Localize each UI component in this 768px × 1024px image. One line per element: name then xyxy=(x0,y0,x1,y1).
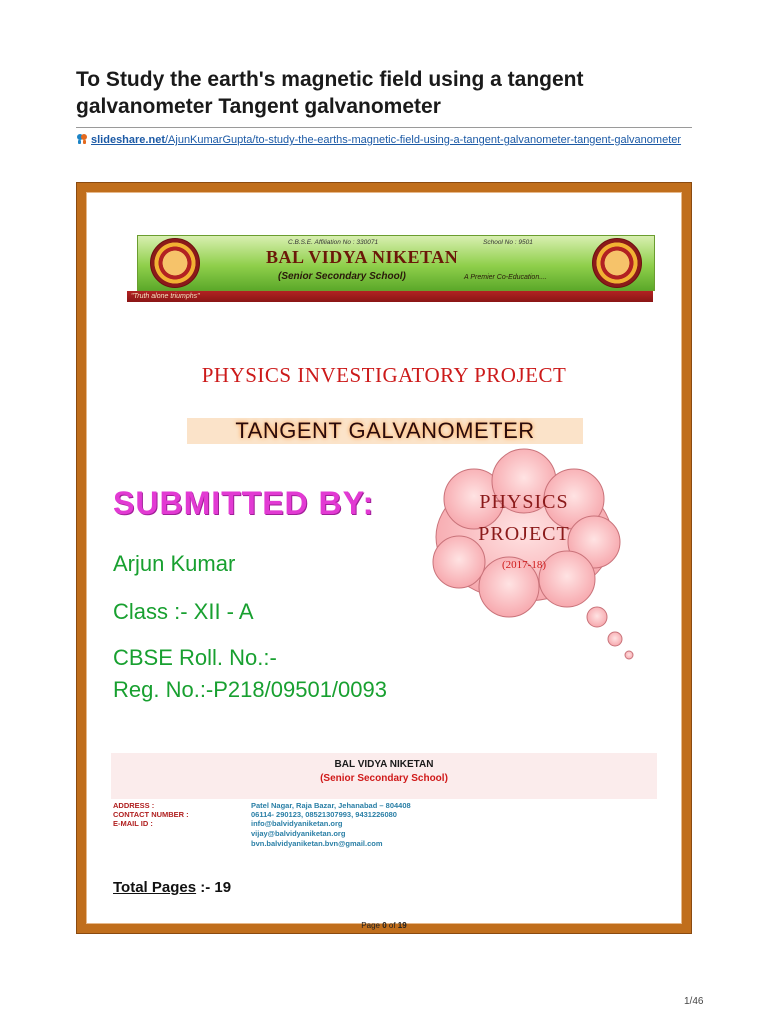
page-of-word: of xyxy=(388,921,396,930)
page-footer xyxy=(87,921,681,930)
project-heading: PHYSICS INVESTIGATORY PROJECT xyxy=(201,363,567,387)
cloud-line-physics: PHYSICS xyxy=(479,491,569,513)
source-host: slideshare.net xyxy=(91,134,165,146)
document-page xyxy=(86,192,682,930)
page-total: 19 xyxy=(397,921,407,930)
student-roll: CBSE Roll. No.:- xyxy=(113,645,277,670)
school-box-subtitle: (Senior Secondary School) xyxy=(320,773,448,784)
email-value: info@balvidyaniketan.org xyxy=(251,819,343,828)
source-link-line xyxy=(76,133,686,147)
email-value: vijay@balvidyaniketan.org xyxy=(251,829,346,838)
school-banner xyxy=(137,235,655,291)
project-topic: TANGENT GALVANOMETER xyxy=(187,418,583,444)
slideshare-icon xyxy=(76,133,88,145)
page-counter: 1/46 xyxy=(684,996,704,1007)
school-no: School No : 9501 xyxy=(483,239,533,246)
page-current: 0 xyxy=(382,921,387,930)
page-word: Page xyxy=(361,921,380,930)
school-seal-icon xyxy=(592,238,642,288)
affiliation-no: C.B.S.E. Affiliation No : 330071 xyxy=(288,239,379,246)
school-box-name: BAL VIDYA NIKETAN xyxy=(334,759,434,770)
submitted-by-label: SUBMITTED BY: xyxy=(113,485,375,521)
total-pages-label: Total Pages xyxy=(113,879,197,896)
school-info-box xyxy=(111,753,657,799)
contact-number-label: CONTACT NUMBER : xyxy=(113,810,189,819)
title-divider xyxy=(76,127,692,128)
page-title: To Study the earth's magnetic field using a tangent galvanometer Tangent galvanometer xyxy=(76,68,584,118)
email-label: E-MAIL ID : xyxy=(113,819,153,828)
student-name: Arjun Kumar xyxy=(113,551,236,576)
address-label: ADDRESS : xyxy=(113,801,155,810)
student-class: Class :- XII - A xyxy=(113,599,254,624)
total-pages xyxy=(113,879,231,896)
total-pages-value: :- 19 xyxy=(200,879,232,896)
cloud-line-project: PROJECT xyxy=(478,523,570,545)
email-value: bvn.balvidyaniketan.bvn@gmail.com xyxy=(251,839,383,848)
school-motto: "Truth alone triumphs" xyxy=(127,291,653,302)
address-value: Patel Nagar, Raja Bazar, Jehanabad – 804408 xyxy=(251,801,411,810)
banner-school-name: BAL VIDYA NIKETAN xyxy=(266,247,459,267)
banner-school-subtitle: (Senior Secondary School) xyxy=(278,271,406,282)
banner-tagline: A Premier Co-Education.... xyxy=(464,274,547,281)
student-reg: Reg. No.:-P218/09501/0093 xyxy=(113,677,387,702)
thought-cloud-icon xyxy=(429,447,663,669)
school-seal-icon xyxy=(150,238,200,288)
source-path: /AjunKumarGupta/to-study-the-earths-magnetic-field-using-a-tangent-galvanometer-tangent-galvanometer xyxy=(164,134,682,146)
source-link[interactable] xyxy=(91,134,681,146)
cloud-year: (2017-18) xyxy=(502,559,546,571)
document-page-frame xyxy=(76,182,692,934)
contact-number-value: 06114- 290123, 08521307993, 9431226080 xyxy=(251,810,397,819)
